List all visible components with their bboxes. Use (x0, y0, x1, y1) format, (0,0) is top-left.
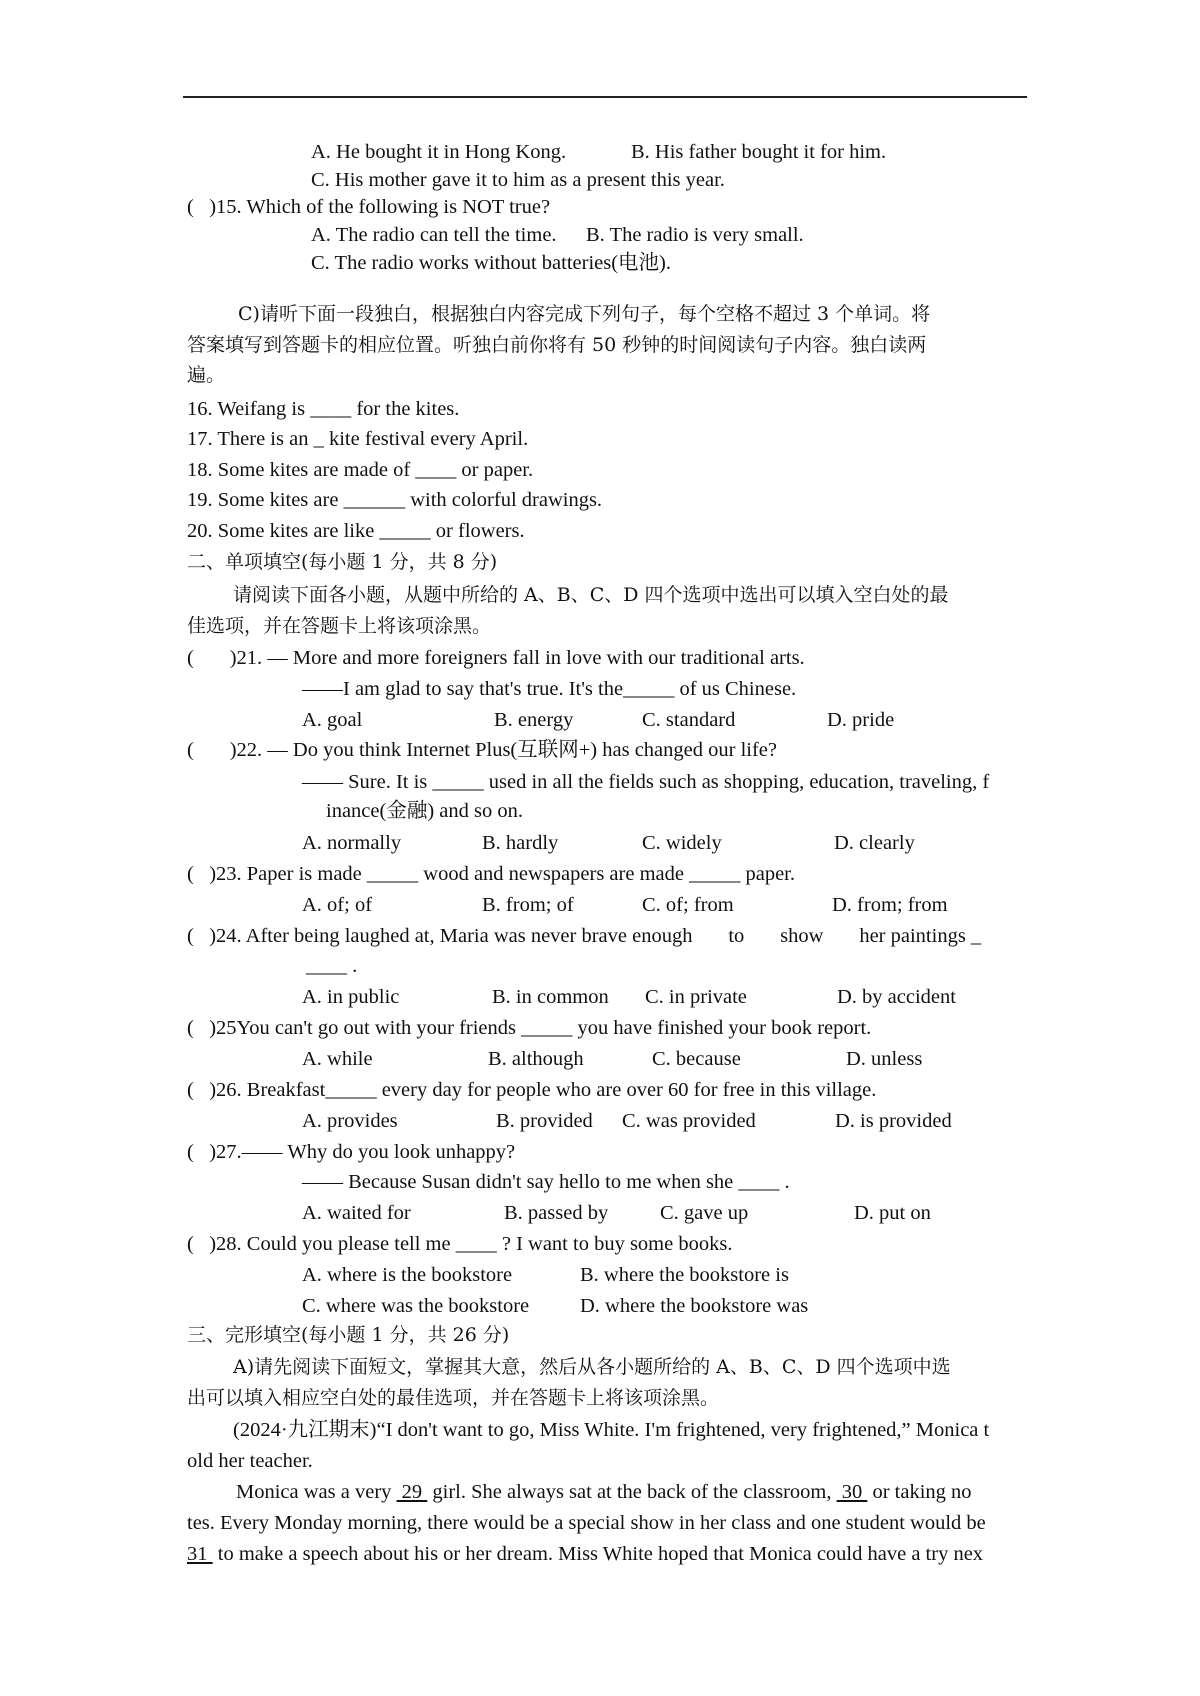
section-2-instructions-1: 请阅读下面各小题，从题中所给的 A、B、C、D 四个选项中选出可以填入空白处的最 (233, 584, 949, 606)
section-c-instructions-3: 遍。 (187, 364, 226, 386)
q22-options: A. normally B. hardly C. widely D. clearly (302, 832, 915, 854)
passage-line-4: tes. Every Monday morning, there would be a special show in her class and one student would be (187, 1512, 986, 1534)
section-2-instructions-2: 佳选项，并在答题卡上将该项涂黑。 (187, 615, 492, 637)
question-28: ( )28. Could you please tell me ____ ? I want to buy some books. (187, 1233, 733, 1255)
question-25: ( )25You can't go out with your friends _____ you have finished your book report. (187, 1017, 872, 1039)
q24-continuation: ____ . (306, 955, 358, 977)
question-22: ( )22. — Do you think Internet Plus(互联网+) has changed our life? (187, 739, 777, 761)
question-17: 17. There is an _ kite festival every April. (187, 428, 529, 450)
section-2-heading: 二、单项填空(每小题 1 分，共 8 分) (187, 551, 498, 573)
q24-options: A. in public B. in common C. in private D. by accident (302, 986, 956, 1008)
q28-options-ab: A. where is the bookstore B. where the bookstore is (302, 1264, 789, 1286)
q15-option-c: C. The radio works without batteries(电池). (311, 252, 672, 274)
passage-line-5: 31 to make a speech about his or her dream. Miss White hoped that Monica could have a try nex (187, 1543, 984, 1565)
question-16: 16. Weifang is ____ for the kites. (187, 398, 460, 420)
q28-options-cd: C. where was the bookstore D. where the bookstore was (302, 1295, 809, 1317)
q21-response: ——I am glad to say that's true. It's the_____ of us Chinese. (302, 678, 797, 700)
passage-line-3: Monica was a very 29 girl. She always sat at the back of the classroom, 30 or taking no (236, 1481, 972, 1503)
question-24: ( )24. After being laughed at, Maria was never brave enough to show her paintings _ (187, 925, 982, 947)
section-3-instructions-1: A)请先阅读下面短文，掌握其大意，然后从各小题所给的 A、B、C、D 四个选项中选 (233, 1356, 951, 1378)
q21-options: A. goal B. energy C. standard D. pride (302, 709, 895, 731)
section-3-heading: 三、完形填空(每小题 1 分，共 26 分) (187, 1324, 510, 1346)
q14-option-c: C. His mother gave it to him as a present this year. (311, 169, 725, 191)
header-rule (183, 96, 1027, 98)
passage-line-2: old her teacher. (187, 1450, 313, 1472)
question-26: ( )26. Breakfast_____ every day for people who are over 60 for free in this village. (187, 1079, 877, 1101)
q22-response-2: inance(金融) and so on. (326, 800, 523, 822)
q23-options: A. of; of B. from; of C. of; from D. from; from (302, 894, 948, 916)
q22-response-1: —— Sure. It is _____ used in all the fields such as shopping, education, traveling, f (302, 771, 990, 793)
section-3-instructions-2: 出可以填入相应空白处的最佳选项，并在答题卡上将该项涂黑。 (187, 1387, 720, 1409)
blank-29: 29 (396, 1481, 428, 1503)
blank-31: 31 (187, 1543, 213, 1565)
question-20: 20. Some kites are like _____ or flowers. (187, 520, 525, 542)
section-c-instructions-2: 答案填写到答题卡的相应位置。听独白前你将有 50 秒钟的时间阅读句子内容。独白读两 (187, 334, 927, 356)
q27-response: —— Because Susan didn't say hello to me when she ____ . (302, 1171, 790, 1193)
passage-line-1: (2024·九江期末)“I don't want to go, Miss White. I'm frightened, very frightened,” Monica t (233, 1419, 990, 1441)
q14-options-ab: A. He bought it in Hong Kong. B. His father bought it for him. (311, 141, 887, 163)
q25-options: A. while B. although C. because D. unless (302, 1048, 923, 1070)
question-15: ( )15. Which of the following is NOT true? (187, 196, 551, 218)
q27-options: A. waited for B. passed by C. gave up D. put on (302, 1202, 931, 1224)
question-18: 18. Some kites are made of ____ or paper. (187, 459, 534, 481)
question-23: ( )23. Paper is made _____ wood and newspapers are made _____ paper. (187, 863, 795, 885)
question-21: ( )21. — More and more foreigners fall in love with our traditional arts. (187, 647, 805, 669)
question-19: 19. Some kites are ______ with colorful drawings. (187, 489, 603, 511)
question-27: ( )27.—— Why do you look unhappy? (187, 1141, 516, 1163)
q15-options-ab: A. The radio can tell the time. B. The radio is very small. (311, 224, 804, 246)
blank-30: 30 (836, 1481, 868, 1503)
q26-options: A. provides B. provided C. was provided D. is provided (302, 1110, 952, 1132)
section-c-instructions-1: C)请听下面一段独白，根据独白内容完成下列句子，每个空格不超过 3 个单词。将 (238, 303, 931, 325)
